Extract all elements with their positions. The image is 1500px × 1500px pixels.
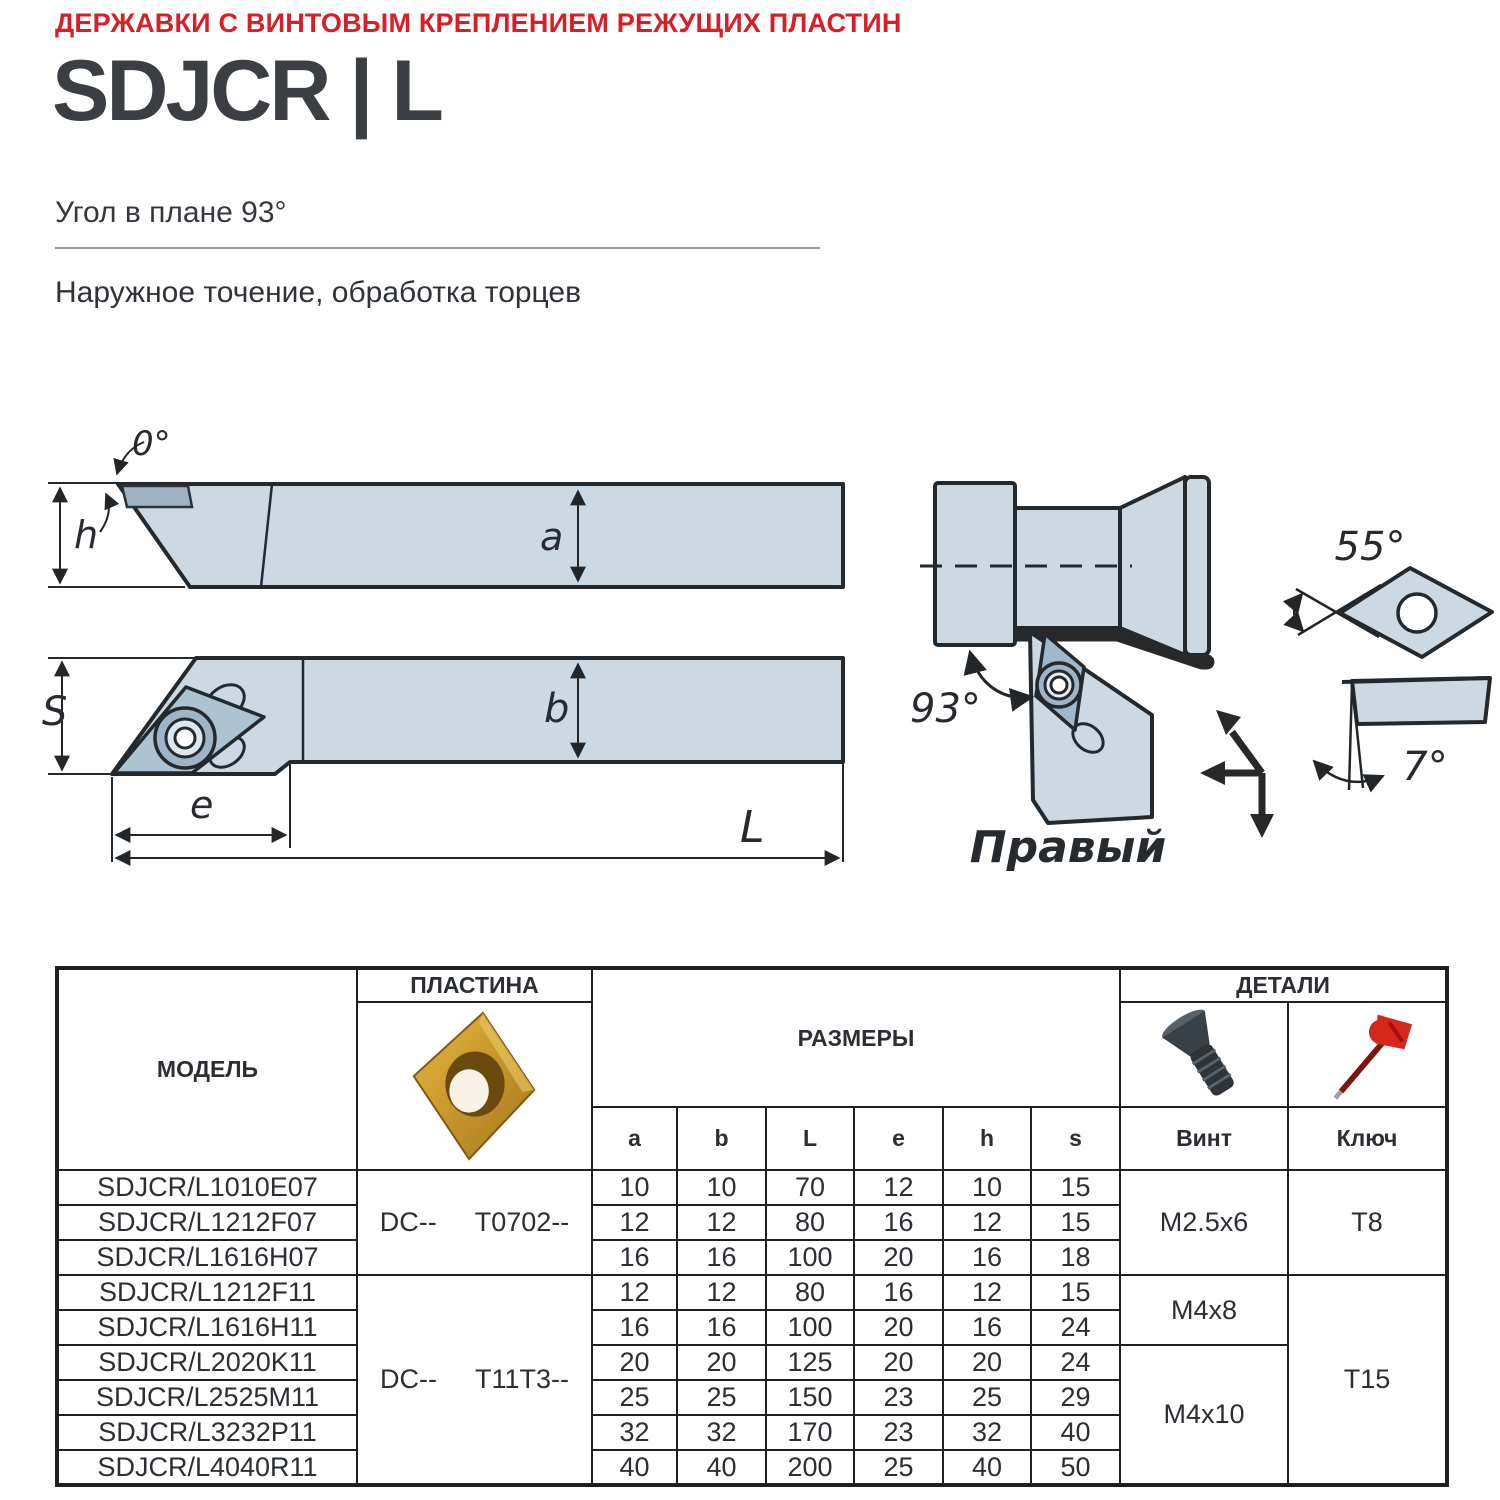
screw-photo bbox=[1154, 1007, 1254, 1103]
key-photo bbox=[1312, 1007, 1422, 1103]
clearance-angle-label: 7° bbox=[1402, 744, 1448, 790]
hand-label: Правый bbox=[969, 822, 1167, 873]
divider-line bbox=[55, 247, 820, 249]
size-col-e: e bbox=[854, 1107, 943, 1170]
model-cell: SDJCR/L1212F07 bbox=[57, 1205, 357, 1240]
insert-code-cell: DC-- T0702-- bbox=[357, 1170, 592, 1275]
insert-point-angle-label: 55° bbox=[1334, 524, 1406, 570]
table-row: SDJCR/L3232P11 32 32 170 23 32 40 bbox=[57, 1415, 1447, 1450]
model-cell: SDJCR/L4040R11 bbox=[57, 1450, 357, 1485]
col-header-key: Ключ bbox=[1288, 1107, 1447, 1170]
table-row: SDJCR/L1616H11 16 16 100 20 16 24 bbox=[57, 1310, 1447, 1345]
table-row: SDJCR/L4040R11 40 40 200 25 40 50 bbox=[57, 1450, 1447, 1485]
col-header-parts: ДЕТАЛИ bbox=[1120, 968, 1447, 1002]
clearance-angle-drawing bbox=[1314, 678, 1490, 790]
application-view-drawing bbox=[910, 477, 1274, 873]
size-col-a: a bbox=[592, 1107, 677, 1170]
table-row: SDJCR/L1010E07 DC-- T0702-- 10 10 70 12 10 15 M2.5x6 T8 bbox=[57, 1170, 1447, 1205]
table-row: SDJCR/L1616H07 16 16 100 20 16 18 bbox=[57, 1240, 1447, 1275]
dim-e-label: e bbox=[190, 783, 214, 827]
model-cell: SDJCR/L3232P11 bbox=[57, 1415, 357, 1450]
key-cell: T8 bbox=[1288, 1170, 1447, 1275]
model-cell: SDJCR/L1616H11 bbox=[57, 1310, 357, 1345]
table-row: SDJCR/L2525M11 25 25 150 23 25 29 bbox=[57, 1380, 1447, 1415]
feed-direction-arrows bbox=[1200, 710, 1274, 838]
top-view-drawing bbox=[42, 658, 843, 862]
approach-angle-label: 93° bbox=[910, 686, 981, 732]
table-row: SDJCR/L1212F11 DC-- T11T3-- 12 12 80 16 12 15 M4x8 T15 bbox=[57, 1275, 1447, 1310]
table-row: SDJCR/L2020K11 20 20 125 20 20 24 M4x10 bbox=[57, 1345, 1447, 1380]
plan-angle-subtitle: Угол в плане 93° bbox=[55, 196, 287, 229]
col-header-screw: Винт bbox=[1120, 1107, 1288, 1170]
spec-table bbox=[55, 966, 1449, 1487]
insert-angle-drawing bbox=[1294, 524, 1492, 657]
page-title: SDJCR | L bbox=[52, 43, 441, 139]
col-header-model: МОДЕЛЬ bbox=[57, 968, 357, 1170]
screw-cell: M4x8 bbox=[1120, 1275, 1288, 1345]
application-description: Наружное точение, обработка торцев bbox=[55, 276, 582, 309]
col-header-sizes: РАЗМЕРЫ bbox=[592, 968, 1120, 1107]
model-cell: SDJCR/L1212F11 bbox=[57, 1275, 357, 1310]
screw-cell: M2.5x6 bbox=[1120, 1170, 1288, 1275]
key-photo-cell bbox=[1288, 1002, 1447, 1107]
category-label: ДЕРЖАВКИ С ВИНТОВЫМ КРЕПЛЕНИЕМ РЕЖУЩИХ ПЛАСТИН bbox=[55, 8, 902, 38]
col-header-insert: ПЛАСТИНА bbox=[357, 968, 592, 1002]
model-cell: SDJCR/L1616H07 bbox=[57, 1240, 357, 1275]
size-col-s: s bbox=[1031, 1107, 1120, 1170]
dim-a-label: a bbox=[540, 515, 564, 559]
table-row: SDJCR/L1212F07 12 12 80 16 12 15 bbox=[57, 1205, 1447, 1240]
rake-angle-label: 0° bbox=[132, 424, 171, 464]
size-col-h: h bbox=[943, 1107, 1031, 1170]
dim-h-label: h bbox=[74, 513, 99, 557]
insert-photo-cell bbox=[357, 1002, 592, 1170]
screw-photo-cell bbox=[1120, 1002, 1288, 1107]
dim-b-label: b bbox=[544, 686, 570, 732]
model-cell: SDJCR/L2020K11 bbox=[57, 1345, 357, 1380]
key-cell: T15 bbox=[1288, 1275, 1447, 1485]
screw-cell: M4x10 bbox=[1120, 1345, 1288, 1485]
side-view-drawing bbox=[48, 424, 843, 587]
dim-L-label: L bbox=[740, 802, 765, 853]
insert-photo bbox=[396, 1007, 554, 1165]
dim-S-label: S bbox=[42, 689, 68, 735]
insert-pocket bbox=[122, 486, 192, 507]
technical-drawing bbox=[40, 400, 1500, 900]
model-cell: SDJCR/L1010E07 bbox=[57, 1170, 357, 1205]
model-cell: SDJCR/L2525M11 bbox=[57, 1380, 357, 1415]
size-col-L: L bbox=[766, 1107, 854, 1170]
insert-code-cell: DC-- T11T3-- bbox=[357, 1275, 592, 1485]
size-col-b: b bbox=[677, 1107, 766, 1170]
